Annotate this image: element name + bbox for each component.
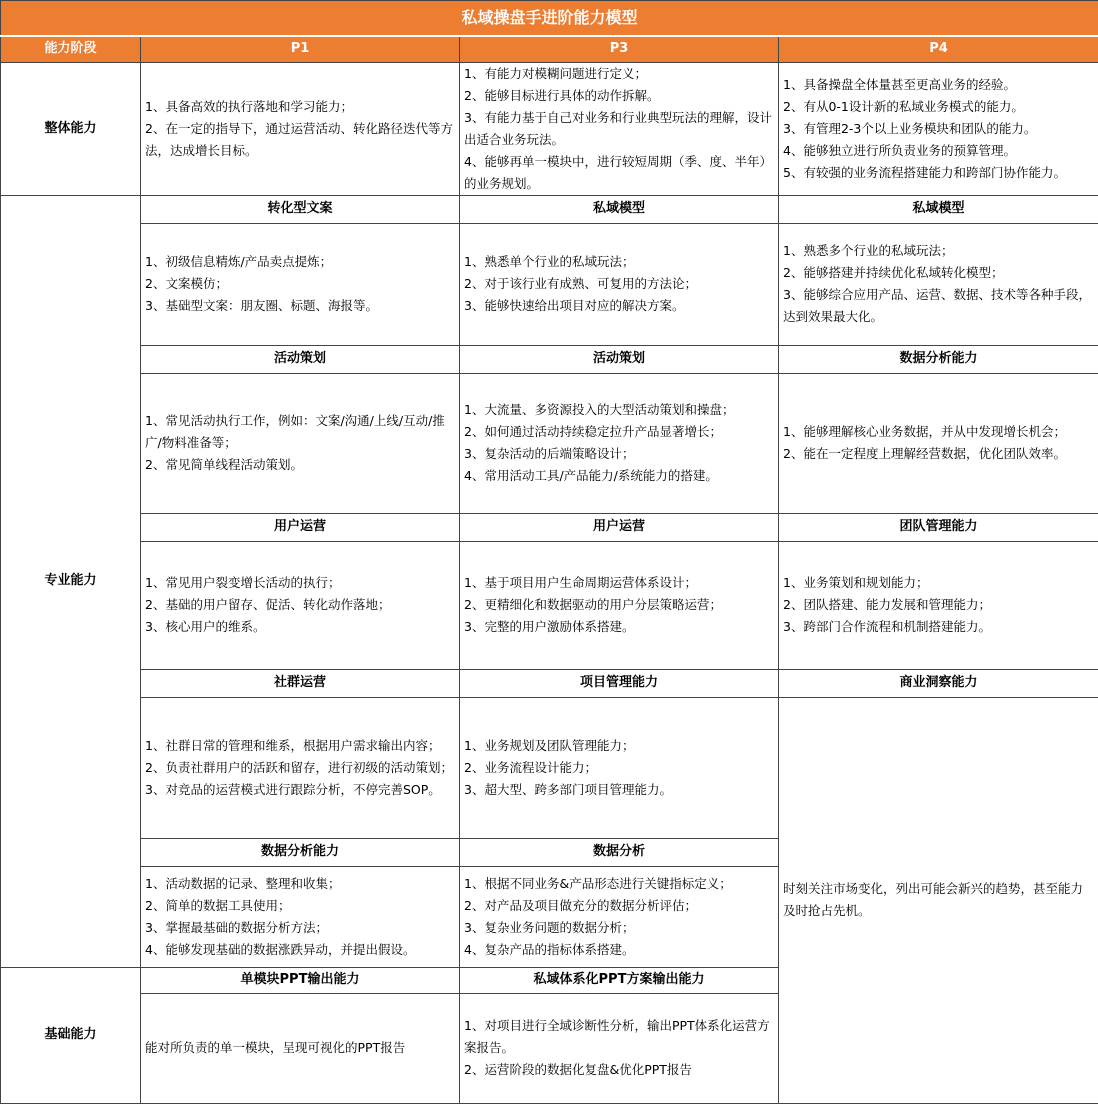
overall-p3-line: 3、有能力基于自己对业务和行业典型玩法的理解，设计出适合业务玩法。	[464, 107, 774, 151]
overall-p4-line: 4、能够独立进行所负责业务的预算管理。	[783, 140, 1094, 162]
overall-p3-line: 4、能够再单一模块中，进行较短周期（季、度、半年）的业务规划。	[464, 151, 774, 195]
p1-block-title: 单模块PPT输出能力	[141, 967, 460, 993]
p1-block-line: 1、常见用户裂变增长活动的执行；	[145, 572, 455, 594]
p3-block-title: 活动策划	[460, 345, 779, 373]
overall-p1-line: 2、在一定的指导下，通过运营活动、转化路径迭代等方法，达成增长目标。	[145, 118, 455, 162]
overall-p4-line: 3、有管理2-3个以上业务模块和团队的能力。	[783, 118, 1094, 140]
p1-block-line: 3、对竞品的运营模式进行跟踪分析，不停完善SOP。	[145, 779, 455, 801]
p3-block-line: 1、基于项目用户生命周期运营体系设计；	[464, 572, 774, 594]
stage-overall: 整体能力	[1, 62, 141, 195]
overall-p1-line: 1、具备高效的执行落地和学习能力；	[145, 96, 455, 118]
p1-block-title: 用户运营	[141, 513, 460, 541]
p3-block-line: 3、能够快速给出项目对应的解决方案。	[464, 295, 774, 317]
p1-block-line: 1、活动数据的记录、整理和收集；	[145, 873, 455, 895]
p3-block-line: 2、如何通过活动持续稳定拉升产品显著增长；	[464, 421, 774, 443]
header-p4: P4	[779, 36, 1098, 62]
p3-block-body	[460, 697, 779, 838]
p3-block-line: 1、对项目进行全域诊断性分析，输出PPT体系化运营方案报告。	[464, 1015, 774, 1059]
p3-block-line: 1、大流量、多资源投入的大型活动策划和操盘；	[464, 399, 774, 421]
p3-block-line: 2、运营阶段的数据化复盘&优化PPT报告	[464, 1059, 774, 1081]
p4-block-body	[779, 223, 1098, 345]
p4-block-body	[779, 541, 1098, 669]
p1-block-body	[141, 223, 460, 345]
header-p1: P1	[141, 36, 460, 62]
p1-block-line: 1、常见活动执行工作，例如：文案/沟通/上线/互动/推广/物料准备等；	[145, 410, 455, 454]
p3-block-title: 用户运营	[460, 513, 779, 541]
p1-block-line: 能对所负责的单一模块，呈现可视化的PPT报告	[145, 1037, 455, 1059]
p4-block-line: 时刻关注市场变化，列出可能会新兴的趋势，甚至能力及时抢占先机。	[783, 878, 1094, 922]
overall-p1-cell	[141, 62, 460, 195]
p4-block-title: 私域模型	[779, 195, 1098, 223]
p3-block-line: 1、根据不同业务&产品形态进行关键指标定义；	[464, 873, 774, 895]
p1-block-line: 2、负责社群用户的活跃和留存，进行初级的活动策划；	[145, 757, 455, 779]
p3-block-title: 私域体系化PPT方案输出能力	[460, 967, 779, 993]
stage-basic: 基础能力	[1, 967, 141, 1103]
overall-p4-line: 5、有较强的业务流程搭建能力和跨部门协作能力。	[783, 162, 1094, 184]
p3-block-line: 2、业务流程设计能力；	[464, 757, 774, 779]
page-title: 私域操盘手进阶能力模型	[1, 1, 1098, 37]
stage-professional: 专业能力	[1, 195, 141, 967]
p1-block-body	[141, 697, 460, 838]
p1-block-line: 2、文案模仿；	[145, 273, 455, 295]
p3-block-line: 3、复杂活动的后端策略设计；	[464, 443, 774, 465]
p4-block-title: 商业洞察能力	[779, 669, 1098, 697]
p4-block-line: 1、熟悉多个行业的私域玩法；	[783, 240, 1094, 262]
p4-block-line: 3、跨部门合作流程和机制搭建能力。	[783, 616, 1094, 638]
p4-business-insight-body	[779, 697, 1098, 1103]
p4-block-line: 3、能够综合应用产品、运营、数据、技术等各种手段，达到效果最大化。	[783, 284, 1094, 328]
overall-p3-line: 2、能够目标进行具体的动作拆解。	[464, 85, 774, 107]
p1-block-line: 4、能够发现基础的数据涨跌异动，并提出假设。	[145, 939, 455, 961]
p1-block-title: 活动策划	[141, 345, 460, 373]
header-stage: 能力阶段	[1, 36, 141, 62]
p1-block-line: 3、基础型文案：朋友圈、标题、海报等。	[145, 295, 455, 317]
p3-block-body	[460, 223, 779, 345]
p3-block-line: 3、超大型、跨多部门项目管理能力。	[464, 779, 774, 801]
p3-block-body	[460, 993, 779, 1103]
p1-block-line: 1、初级信息精炼/产品卖点提炼；	[145, 251, 455, 273]
p1-block-line: 1、社群日常的管理和维系，根据用户需求输出内容；	[145, 735, 455, 757]
p3-block-title: 私域模型	[460, 195, 779, 223]
p3-block-line: 3、完整的用户激励体系搭建。	[464, 616, 774, 638]
p3-block-line: 1、熟悉单个行业的私域玩法；	[464, 251, 774, 273]
p1-block-line: 2、简单的数据工具使用；	[145, 895, 455, 917]
p1-block-body	[141, 373, 460, 513]
p1-block-body	[141, 541, 460, 669]
p4-block-line: 2、团队搭建、能力发展和管理能力；	[783, 594, 1094, 616]
p1-block-line: 3、掌握最基础的数据分析方法；	[145, 917, 455, 939]
p3-block-title: 项目管理能力	[460, 669, 779, 697]
p3-block-line: 1、业务规划及团队管理能力；	[464, 735, 774, 757]
overall-p4-cell	[779, 62, 1098, 195]
p1-block-line: 3、核心用户的维系。	[145, 616, 455, 638]
p4-block-line: 1、业务策划和规划能力；	[783, 572, 1094, 594]
p4-block-title: 团队管理能力	[779, 513, 1098, 541]
p4-block-body	[779, 373, 1098, 513]
p1-block-title: 转化型文案	[141, 195, 460, 223]
p3-block-line: 4、复杂产品的指标体系搭建。	[464, 939, 774, 961]
p3-block-body	[460, 541, 779, 669]
p3-block-body	[460, 373, 779, 513]
p3-block-line: 2、更精细化和数据驱动的用户分层策略运营；	[464, 594, 774, 616]
p3-block-body	[460, 866, 779, 967]
p4-block-line: 2、能够搭建并持续优化私域转化模型；	[783, 262, 1094, 284]
p3-block-line: 2、对产品及项目做充分的数据分析评估；	[464, 895, 774, 917]
overall-p4-line: 2、有从0-1设计新的私域业务模式的能力。	[783, 96, 1094, 118]
overall-p3-line: 1、有能力对模糊问题进行定义；	[464, 63, 774, 85]
p4-block-title: 数据分析能力	[779, 345, 1098, 373]
p1-block-line: 2、常见简单线程活动策划。	[145, 454, 455, 476]
p1-block-title: 社群运营	[141, 669, 460, 697]
p1-block-body	[141, 866, 460, 967]
overall-p4-line: 1、具备操盘全体量甚至更高业务的经验。	[783, 74, 1094, 96]
p4-block-line: 2、能在一定程度上理解经营数据，优化团队效率。	[783, 443, 1094, 465]
p1-block-title: 数据分析能力	[141, 838, 460, 866]
header-p3: P3	[460, 36, 779, 62]
p3-block-line: 3、复杂业务问题的数据分析；	[464, 917, 774, 939]
p1-block-body	[141, 993, 460, 1103]
overall-p3-cell	[460, 62, 779, 195]
p4-block-line: 1、能够理解核心业务数据，并从中发现增长机会；	[783, 421, 1094, 443]
p3-block-line: 4、常用活动工具/产品能力/系统能力的搭建。	[464, 465, 774, 487]
p3-block-line: 2、对于该行业有成熟、可复用的方法论；	[464, 273, 774, 295]
p3-block-title: 数据分析	[460, 838, 779, 866]
p1-block-line: 2、基础的用户留存、促活、转化动作落地；	[145, 594, 455, 616]
